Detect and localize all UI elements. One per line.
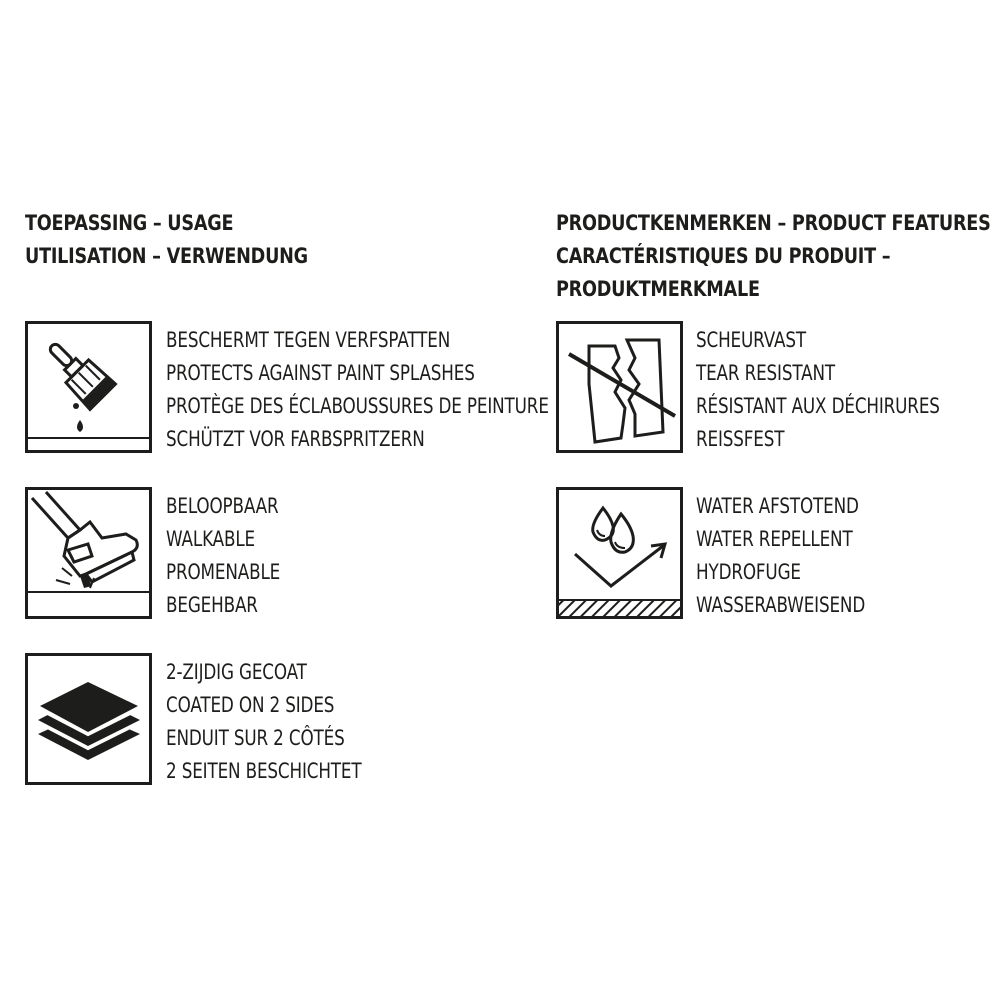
- features-heading-line: PRODUCTKENMERKEN – PRODUCT FEATURES: [556, 211, 991, 235]
- usage-heading-line: UTILISATION – VERWENDUNG: [25, 244, 308, 268]
- boot-walk-icon: [25, 487, 152, 619]
- usage-heading: [25, 207, 308, 273]
- text-line: PROTECTS AGAINST PAINT SPLASHES: [166, 361, 475, 385]
- text-line: WALKABLE: [166, 527, 255, 551]
- text-line: 2 SEITEN BESCHICHTET: [166, 759, 362, 783]
- text-line: RÉSISTANT AUX DÉCHIRURES: [696, 394, 940, 418]
- text-line: REISSFEST: [696, 427, 785, 451]
- text-line: COATED ON 2 SIDES: [166, 693, 335, 717]
- text-line: WASSERABWEISEND: [696, 593, 866, 617]
- feature-item-text: [696, 490, 865, 622]
- paint-brush-splash-icon: [25, 321, 152, 453]
- usage-item-text: [166, 324, 549, 456]
- text-line: PROMENABLE: [166, 560, 281, 584]
- usage-heading-line: TOEPASSING – USAGE: [25, 211, 234, 235]
- features-heading-line: CARACTÉRISTIQUES DU PRODUIT –: [556, 244, 891, 268]
- features-heading: [556, 207, 991, 306]
- usage-item-text: [166, 490, 280, 622]
- text-line: PROTÈGE DES ÉCLABOUSSURES DE PEINTURE: [166, 394, 549, 418]
- text-line: BELOOPBAAR: [166, 494, 279, 518]
- text-line: BESCHERMT TEGEN VERFSPATTEN: [166, 328, 451, 352]
- layers-icon: [25, 653, 152, 785]
- text-line: HYDROFUGE: [696, 560, 801, 584]
- text-line: 2-ZIJDIG GECOAT: [166, 660, 307, 684]
- text-line: SCHÜTZT VOR FARBSPRITZERN: [166, 427, 425, 451]
- text-line: BEGEHBAR: [166, 593, 258, 617]
- tear-resistant-icon: [556, 321, 683, 453]
- text-line: WATER AFSTOTEND: [696, 494, 859, 518]
- feature-item-text: [696, 324, 940, 456]
- water-repellent-icon: [556, 487, 683, 619]
- text-line: ENDUIT SUR 2 CÔTÉS: [166, 726, 345, 750]
- features-heading-line: PRODUKTMERKMALE: [556, 277, 760, 301]
- text-line: TEAR RESISTANT: [696, 361, 835, 385]
- text-line: WATER REPELLENT: [696, 527, 853, 551]
- usage-item-text: [166, 656, 361, 788]
- text-line: SCHEURVAST: [696, 328, 806, 352]
